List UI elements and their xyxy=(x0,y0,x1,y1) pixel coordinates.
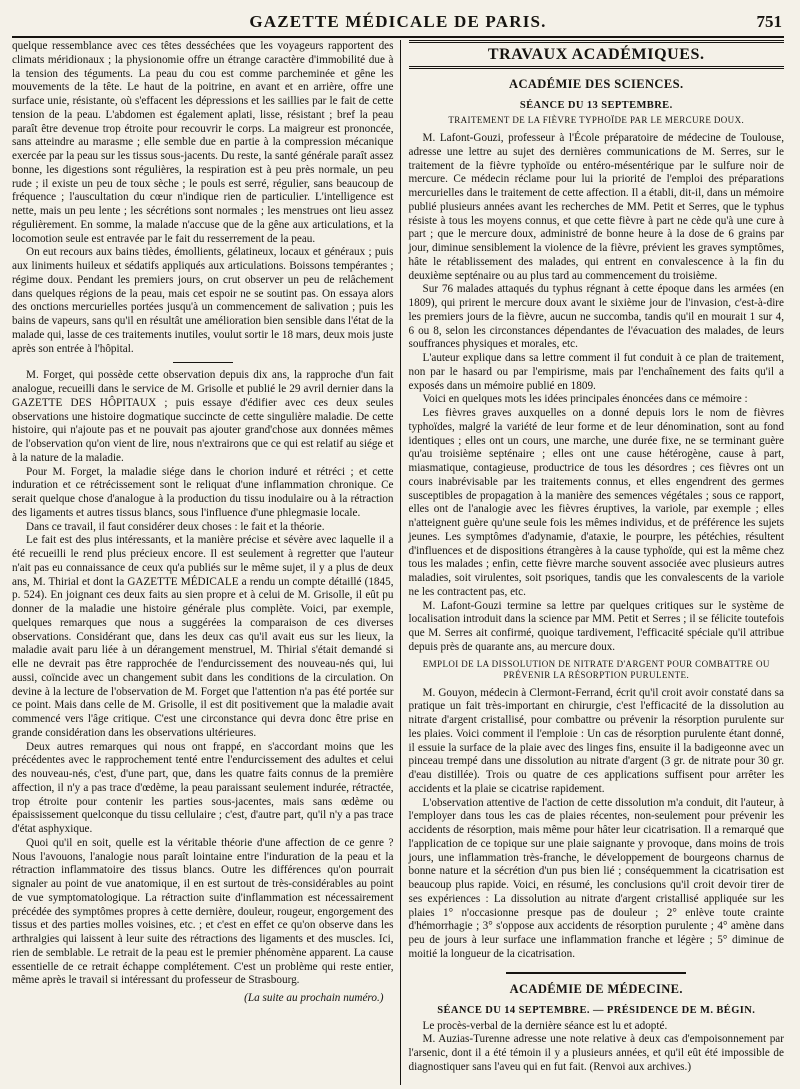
paragraph: M. Auzias-Turenne adresse une note relative à deux cas d'empoisonnement par l'arsenic, dont il a été témoin il y a plusieurs années, et qu'il eût été impossible de diagnostiquer sans l'aveu qui en fut fait. (Renvoi aux archives.) xyxy=(408,1033,784,1073)
left-column xyxy=(12,40,400,1085)
separator-rule xyxy=(506,972,686,974)
paragraph: Le procès-verbal de la dernière séance est lu et adopté. xyxy=(422,1019,668,1032)
paragraph: Les fièvres graves auxquelles on a donné depuis lors le nom de fièvres typhoïdes, malgré la variété de leur forme et de leur dénomination, sont au fond identiques ; elles ont un cours, une marche, une durée fixe, ne se terminant guère qu'au troisième septénaire ; elles ont une cause hétérogène, cause à part, miasmatique, contagieuse, productrice de tous les désordres ; ces fièvres ont un cours inabrévisable par les traitements connus, et elles engendrent des germes susceptibles de propagation à la manière des semences végétales ; sous ce rapport, elles ont de l'analogie avec les fièvres éruptives, la variole, par exemple ; elles n'atteignent guère qu'une seule fois les mêmes individus, et de préférence les sujets jeunes. Les symptômes d'adynamie, d'ataxie, le pourpre, les pétéchies, résultent d'influences et de dispositions étrangères à la cause typhoïde, qui est la même chez tous les malades ; enfin, cette fièvre marche souvent associée avec plusieurs autres maladies, soit virulentes, soit psoriques, tandis que les convalescents de la variole ne les contractent pas, etc. xyxy=(408,407,784,598)
article-subhead: TRAITEMENT DE LA FIÈVRE TYPHOÏDE PAR LE MERCURE DOUX. xyxy=(448,115,745,125)
paragraph: Voici en quelques mots les idées principales énoncées dans ce mémoire : xyxy=(422,393,748,406)
columns xyxy=(12,40,784,1085)
right-column xyxy=(401,40,785,1085)
paragraph: Pour M. Forget, la maladie siége dans le chorion induré et rétréci ; et cette induration et ce rétrécissement sont le reliquat d'une inflammation chronique. Ce serait quelque chose d'analogue à la production du tissu inodulaire ou à la rétraction des ligaments et autres tissus blancs, sous l'influence d'une phlegmasie locale. xyxy=(12,465,394,519)
paragraph: On eut recours aux bains tièdes, émollients, gélatineux, locaux et généraux ; puis aux liniments huileux et sédatifs appliqués aux articulations. Boissons tempérantes ; régime doux. Pendant les premiers jours, on crut observer un peu de relâchement dans quelques régions de la peau, mais cet espoir ne se soutint pas. On essaya alors des onctions mercurielles portées jusqu'à un commencement de salivation ; puis les bains de vapeurs, sans qu'il en résultât une amélioration bien sensible dans l'état de la malade qui, lasse de ces traitements inutiles, voulut sortir le 18 mars, deux mois juste après son entrée à l'hôpital. xyxy=(12,246,394,355)
paragraph: M. Forget, qui possède cette observation depuis dix ans, la rapproche d'un fait analogue, recueilli dans le service de M. Grisolle et publié le 29 avril dernier dans la GAZETTE DES HÔPITAUX ; puis essaye d'édifier avec ces deux seules observations une histoire dogmatique succincte de cette singulière maladie. De cette histoire, qui n'ajoute pas et ne pouvait pas ajouter grand'chose aux données mêmes de l'observation qu'on vient de lire, nous n'extrairons que ce qui est relatif au siége et à la nature de la maladie. xyxy=(12,369,394,464)
session-heading: SÉANCE DU 14 SEPTEMBRE. — PRÉSIDENCE DE M. BÉGIN. xyxy=(437,1004,756,1016)
paragraph: Le fait est des plus intéressants, et la manière précise et sévère avec laquelle il a été recueilli le rend plus précieux encore. Il est seulement à regretter que l'auteur n'ait pas eu connaissance de ceux qu'a publiés sur le même sujet, il y a plus de deux ans, M. Thirial et dont la GAZETTE MÉDICALE a rendu un compte détaillé (1845, p. 524). En joignant ces deux faits au sien propre et à celui de M. Grisolle, il eût pu donner de la maladie une histoire générale plus complète. Voici, par exemple, quelques remarques que nous a suggérées la comparaison de ces diverses observations. Considérant que, dans les deux cas qu'il avait eus sur les lieux, la maladie avait paru liée à un dérangement menstruel, M. Thirial s'était demandé si elle ne devrait pas être rapprochée de l'endurcissement des nouveau-nés qui, lui aussi, coïncide avec un changement subit dans les conditions de la circulation. On devine à la lecture de l'observation de M. Forget que l'attention n'a pas été portée sur ce point. Mais dans celle de M. Grisolle, il est dit positivement que la maladie avait commencé vers l'âge critique. C'est une circonstance qui devra donc être prise en grande considération dans les observations ultérieures. xyxy=(12,534,394,739)
paragraph: M. Lafont-Gouzi termine sa lettre par quelques critiques sur le système de localisation introduit dans la science par MM. Petit et Serres ; il se félicite toutefois que M. Serres ait confirmé, quoique tardivement, l'efficacité spéciale qu'il attribue depuis près de quarante ans, au mercure doux. xyxy=(408,599,784,653)
paragraph: Dans ce travail, il faut considérer deux choses : le fait et la théorie. xyxy=(26,520,325,533)
paragraph: M. Gouyon, médecin à Clermont-Ferrand, écrit qu'il croit avoir constaté dans sa pratique un fait très-important en chirurgie, c'est l'efficacité de la dissolution au nitrate d'argent cristallisé, pour combattre ou prévenir la résorption purulente sur les plaies. Voici comment il l'emploie : Un cas de résorption purulente étant donné, il essuie la surface de la plaie avec des linges fins, ensuite il la badigeonne avec un pinceau trempé dans une dissolution au nitrate d'argent (3 gr. de nitrate pour 30 gr. d'eau distillée). Trois ou quatre de ces applications suffisent pour arrêter les accidents et la plaie se cicatrise rapidement. xyxy=(408,686,784,795)
paragraph: L'observation attentive de l'action de cette dissolution m'a conduit, dit l'auteur, à l'employer dans tous les cas de plaies récentes, non-seulement pour prévenir les accidents de résorption, mais même pour hâter leur cicatrisation. Il a remarqué que l'application de ce topique sur une plaie saignante y provoque, dans moins de trois jours, une inflammation très-franche, le développement de bourgeons charnus de bonne nature et la sécrétion d'un pus bien lié ; conséquemment la cicatrisation est beaucoup plus rapide. Voici, en résumé, les conclusions qu'il croit devoir tirer de ses expériences : La dissolution au nitrate d'argent cristallisé appliquée sur les plaies 1° n'occasionne presque pas de douleur ; 2° enlève toute crainte d'hémorrhagie ; 3° s'oppose aux accidents de résorption purulente ; 4° amène dans peu de jours à leur surface une inflammation franche et légère ; 5° diminue de moitié la longueur de la cicatrisation. xyxy=(408,796,784,960)
paragraph: Quoi qu'il en soit, quelle est la véritable théorie d'une affection de ce genre ? Nous l'avouons, l'analogie nous paraît lointaine entre l'induration de la peau et la rétraction inflammatoire des tissus blancs. Outre les différences qu'on pourrait signaler au point de vue anatomique, il en est surtout de très-considérables au point de vue symptomatologique. La rétraction suite d'inflammation est nécessairement précédée des symptômes propres à cette dernière, douleur, rougeur, engorgement des tissus et des parties molles voisines, etc. ; et c'est en effet ce qu'on observe dans les arthralgies qui laissent à leur suite des rétractions des ligaments et des muscles. Ici, rien de semblable. Le retrait de la peau est le premier phénomène apparent. La cause essentielle de ce retrait échappe complétement. C'est un problème qui reste entier, même après le travail si intéressant du professeur de Strasbourg. xyxy=(12,836,394,987)
journal-title: GAZETTE MÉDICALE DE PARIS. xyxy=(249,12,547,31)
paragraph: Deux autres remarques qui nous ont frappé, en s'accordant moins que les précédentes avec le rapprochement tenté entre l'endurcissement des adultes et celui des nouveau-nés, c'est, d'une part, que, dans les quatre faits connus de la première affection, il n'y a pas trace d'œdème, la peau paraissant seulement indurée, rétractée, trop étroite pour contenir les parties sous-jacentes, mais sans œdème ou épaississement quelconque du tissu cellulaire ; c'est, d'autre part, qu'il n'y a pas trace d'état asphyxique. xyxy=(12,740,394,835)
paragraph: L'auteur explique dans sa lettre comment il fut conduit à ce plan de traitement, non par le hasard ou par l'empirisme, mais par l'enchaînement des faits qu'il a exposés dans un mémoire publié en 1809. xyxy=(408,352,784,392)
page-number: 751 xyxy=(756,12,782,31)
article-subhead: EMPLOI DE LA DISSOLUTION DE NITRATE D'ARGENT POUR COMBATTRE OU PRÉVENIR LA RÉSORPTION PURULENTE. xyxy=(422,658,770,680)
continued-note: (La suite au prochain numéro.) xyxy=(244,992,384,1004)
section-title: TRAVAUX ACADÉMIQUES. xyxy=(409,40,785,69)
paragraph: quelque ressemblance avec ces têtes desséchées que les voyageurs rapportent des climats méridionaux ; la physionomie offre un étrange caractère d'immobilité due à la tension des téguments. La peau du cou est comme parcheminée et gêne les mouvements de la tête. Le haut de la poitrine, en avant et en arrière, offre une surface unie, résistante, où s'effacent les dépressions et les saillies par le fait de cette tension de la peau. L'abdomen est également aplati, lisse, résistant ; bref la peau paraît être devenue trop étroite pour recouvrir le corps. La maigreur est prononcée, sans atteindre au marasme ; elle semble due en partie à la compression mécanique exercée par la peau sur les tissus sous-jacents. Du reste, la santé générale paraît assez bonne, les digestions sont régulières, la respiration est à peu près normale, un peu rude ; il existe un peu de toux sèche ; le pouls est serré, régulier, sans beaucoup de fréquence ; l'auscultation du cœur n'indique rien de particulier. L'intelligence est nette, mais un peu lente ; les sécrétions sont normales ; les menstrues ont lieu assez régulièrement. En somme, la malade n'accuse que de la gêne aux articulations, et la locomotion seule est entravée par le fait du resserrement de la peau. xyxy=(12,40,394,245)
paragraph: Sur 76 malades attaqués du typhus régnant à cette époque dans les armées (en 1809), qui prirent le mercure doux avant le sixième jour de l'invasion, c'est-à-dire les premiers jours de la fièvre, aucun ne succomba, tandis qu'il en mourait 1 sur 4, 6 ou 8, selon les circonstances dépendantes de l'évacuation des malades, de leurs souffrances physiques et morales, etc. xyxy=(408,283,784,351)
session-heading: SÉANCE DU 13 SEPTEMBRE. xyxy=(519,100,673,111)
academy-heading: ACADÉMIE DE MÉDECINE. xyxy=(509,981,683,996)
separator-rule xyxy=(173,362,233,363)
academy-heading: ACADÉMIE DES SCIENCES. xyxy=(509,77,684,91)
page-header xyxy=(12,12,784,38)
paragraph: M. Lafont-Gouzi, professeur à l'École préparatoire de médecine de Toulouse, adresse une lettre au sujet des dernières communications de M. Serres, sur le traitement de la fièvre typhoïde ou entéro-mésentérique par le sulfure noir de mercure. Ce médecin réclame pour lui la priorité de l'emploi des préparations mercurielles dans le traitement de cette affection. Il a établi, dit-il, dans un mémoire publié plusieurs années avant les recherches de MM. Petit et Serres, que le typhus résiste à tous les moyens connus, et que cette fièvre à part ne cède qu'à une cure à part ; que le mercure doux, administré de bonne heure à la dose de 6 grains par jour, diminue sensiblement la violence de la fièvre, prévient les graves symptômes, hâte le rétablissement des malades, qui entrent en convalescence à la fin du deuxième septénaire ou au plus tard au commencement du troisième. xyxy=(408,132,784,282)
